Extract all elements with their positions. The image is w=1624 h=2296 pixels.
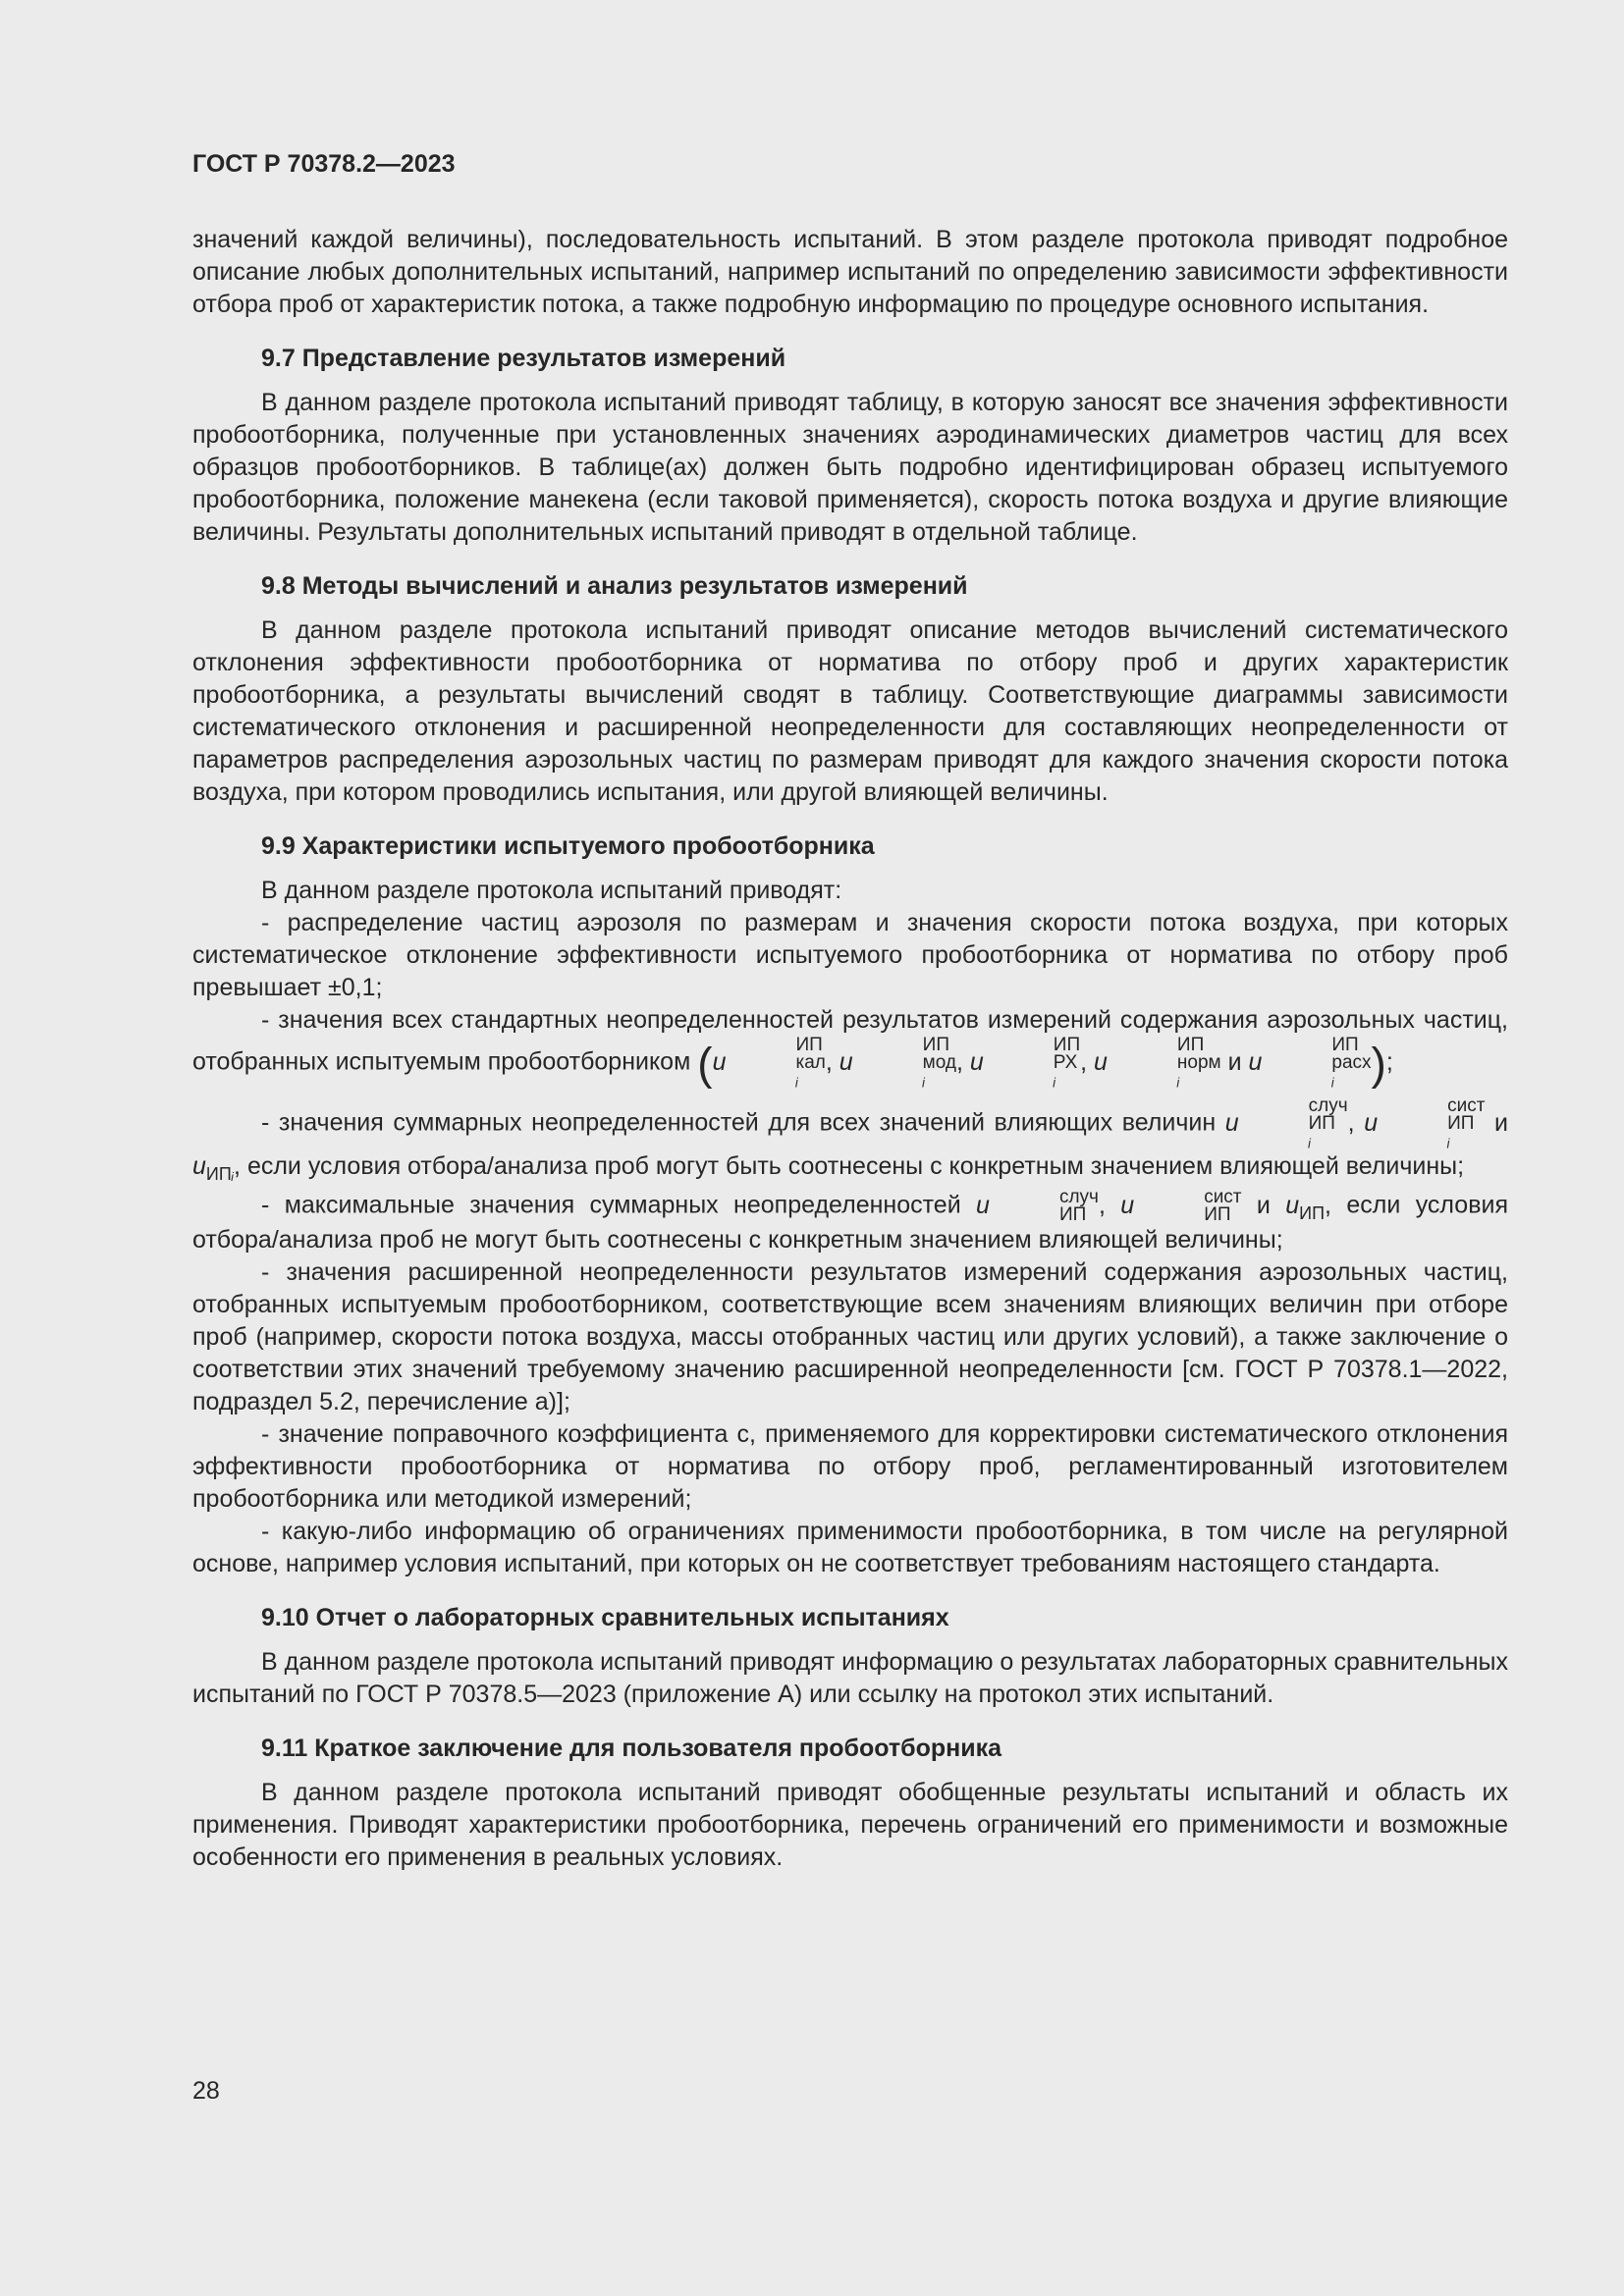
formula: u случ ИП ᵢ , u сист ИП ᵢ и $u_{ИПᵢ}$, xyxy=(192,1095,1508,1184)
section-9-11-text: В данном разделе протокола испытаний приводят обобщенные результаты испытаний и область их применения. Приводят характеристики пробоотборника, перечень ограничений его применимости и возможные особенности его применения в реальных условиях. xyxy=(192,1779,1508,1871)
list-item-with-formula xyxy=(192,1189,1508,1256)
section-9-8-title: 9.8 Методы вычислений и анализ результатов измерений xyxy=(261,572,968,600)
formula: (u ИП кал ᵢ , u ИП мод ᵢ , u ИП РХ ᵢ , u ИП норм ᵢ и u ИП расх ᵢ ); xyxy=(697,1035,1393,1091)
list-item-tail: если условия отбора/анализа проб могут быть соотнесены с конкретным значением влияющей величины; xyxy=(246,1152,1465,1180)
section-9-9-title: 9.9 Характеристики испытуемого пробоотборника xyxy=(261,832,875,860)
list-item-with-formula xyxy=(192,1004,1508,1090)
section-9-10-title: 9.10 Отчет о лабораторных сравнительных испытаниях xyxy=(261,1604,949,1631)
page-number: 28 xyxy=(192,2077,220,2105)
list-item-with-formula xyxy=(192,1097,1508,1183)
list-item: - какую-либо информацию об ограничениях применимости пробоотборника, в том числе на регулярной основе, например условия испытаний, при которых он не соответствует требованиям настоящего стандарта. xyxy=(192,1518,1508,1577)
list-item-text: - максимальные значения суммарных неопределенностей xyxy=(261,1191,961,1219)
list-item: - значения расширенной неопределенности результатов измерений содержания аэрозольных частиц, отобранных испытуемым пробоотборником, соответствующие всем значениям влияющих величин при отборе проб (например, скорости потока воздуха, массы отобранных частиц или других условий), а также заключение о соответствии этих значений требуемому значению расширенной неопределенности [см. ГОСТ Р 70378.1—2022, подраздел 5.2, перечисление а)]; xyxy=(192,1258,1508,1415)
list-item-text: - значения суммарных неопределенностей для всех значений влияющих величин xyxy=(261,1108,1217,1137)
formula: u случ ИП , u сист ИП и $u_{ИП}$, xyxy=(976,1187,1331,1225)
list-item: - значение поправочного коэффициента c, применяемого для корректировки систематического отклонения эффективности пробоотборника от норматива по отбору проб, регламентированный изготовителем пробоотборника или методикой измерений; xyxy=(192,1420,1508,1513)
intro-paragraph: значений каждой величины), последовательность испытаний. В этом разделе протокола приводят подробное описание любых дополнительных испытаний, например испытаний по определению зависимости эффективности отбора проб от характеристик потока, а также подробную информацию по процедуре основного испытания. xyxy=(192,226,1508,318)
section-9-9-lead: В данном разделе протокола испытаний приводят: xyxy=(261,877,842,904)
document-header: ГОСТ Р 70378.2—2023 xyxy=(192,150,456,178)
list-item-text: - значения всех стандартных неопределенностей результатов измерений содержания аэрозольных частиц, отобранных испытуемым пробоотборником xyxy=(192,1006,1508,1076)
list-item: - распределение частиц аэрозоля по размерам и значения скорости потока воздуха, при которых систематическое отклонение эффективности испытуемого пробоотборника от норматива по отбору проб превышает ±0,1; xyxy=(192,909,1508,1001)
document-body xyxy=(192,224,1508,1874)
list-item-tail: если условия отбора/анализа проб не могут быть соотнесены с конкретным значением влияющей величины; xyxy=(192,1191,1508,1254)
section-9-7-text: В данном разделе протокола испытаний приводят таблицу, в которую заносят все значения эффективности пробоотборника, полученные при установленных значениях аэродинамических диаметров частиц для всех образцов пробоотборников. В таблице(ах) должен быть подробно идентифицирован образец испытуемого пробоотборника, положение манекена (если таковой применяется), скорость потока воздуха и другие влияющие величины. Результаты дополнительных испытаний приводят в отдельной таблице. xyxy=(192,389,1508,546)
section-9-7-title: 9.7 Представление результатов измерений xyxy=(261,345,786,372)
section-9-11-title: 9.11 Краткое заключение для пользователя пробоотборника xyxy=(261,1735,1002,1762)
section-9-10-text: В данном разделе протокола испытаний приводят информацию о результатах лабораторных сравнительных испытаний по ГОСТ Р 70378.5—2023 (приложение А) или ссылку на протокол этих испытаний. xyxy=(192,1648,1509,1708)
section-9-8-text: В данном разделе протокола испытаний приводят описание методов вычислений систематического отклонения эффективности пробоотборника от норматива по отбору проб и других характеристик пробоотборника, а результаты вычислений сводят в таблицу. Соответствующие диаграммы зависимости систематического отклонения и расширенной неопределенности для составляющих неопределенности от параметров распределения аэрозольных частиц по размерам приводят для каждого значения скорости потока воздуха, при котором проводились испытания, или другой влияющей величины. xyxy=(192,616,1508,806)
